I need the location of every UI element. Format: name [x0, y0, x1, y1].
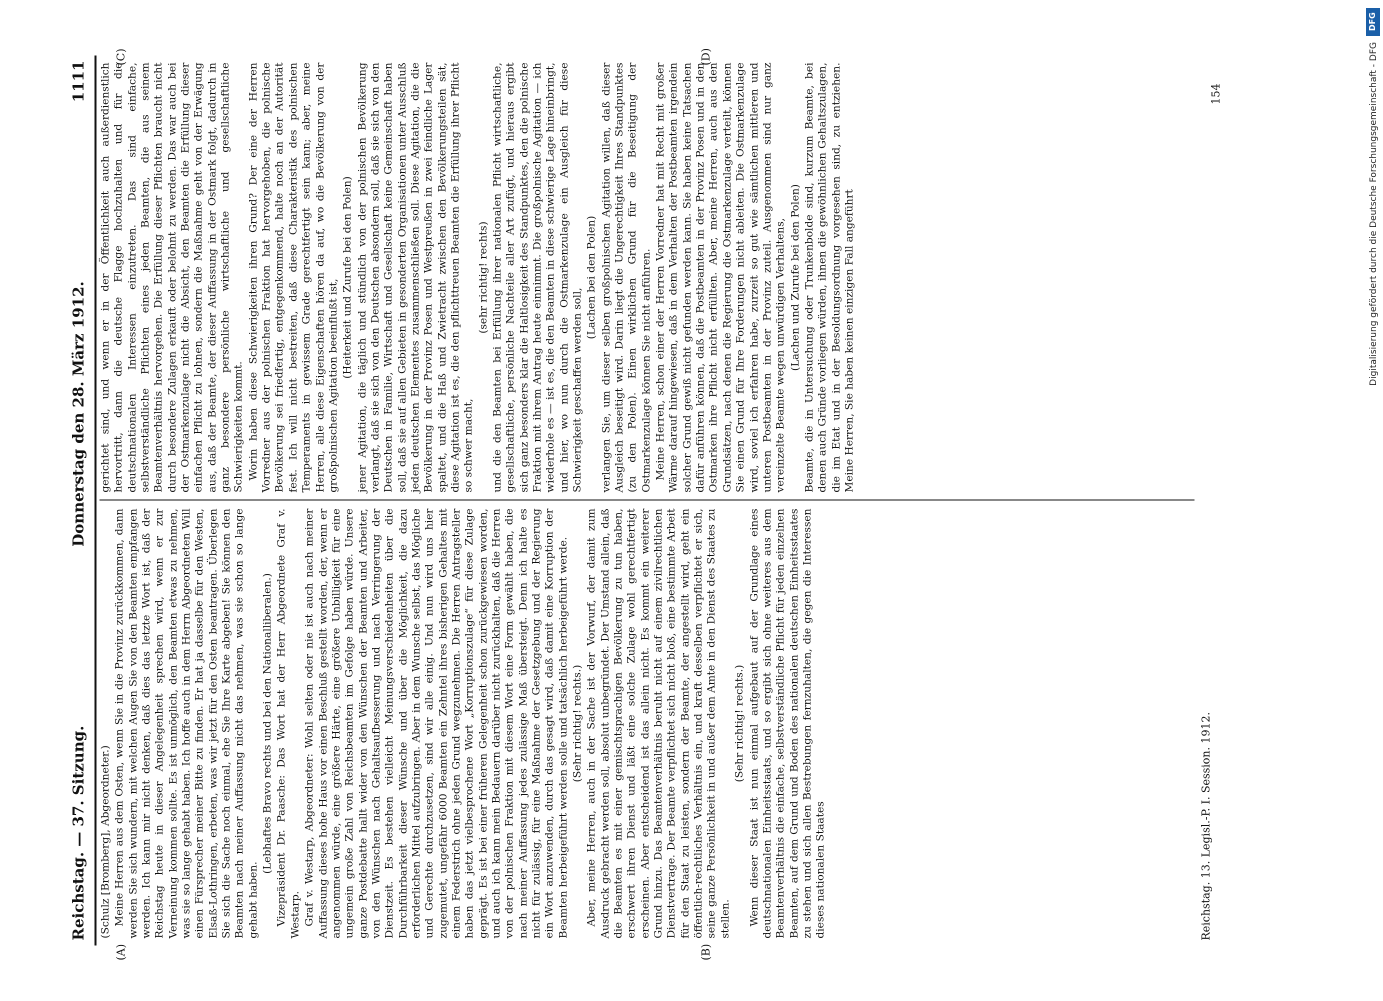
rotated-page-content	[0, 1, 1383, 1001]
digitization-credit: Digitalisierung gefördert durch die Deutsche Forschungsgemeinschaft - DFG	[1369, 42, 1379, 386]
right-paragraph: Meine Herren, schon einer der Herren Vorredner hat mit Recht mit großer Wärme darauf hingewiesen, daß in dem Verhalten der Postbeamten irgendein solcher Grund gewiß nicht gefunden werden kann. Sie haben keine Tatsachen dafür anführen können, daß die Postbeamten in der Provinz Posen und in den Ostmarken ihre Pflicht nicht erfüllten. Aber, meine Herren, auch aus den Grundsätzen, nach denen die Regierung die Ostmarkenzulage verteilt, können Sie einen Grund für Ihre Forderungen nicht ableiten. Die Ostmarkenzulage wird, soviel ich erfahren habe, zurzeit so gut wie sämtlichen mittleren und unteren Postbeamten in der Provinz zuteil. Ausgenommen sind nur ganz vereinzelte Beamte wegen unwürdigen Verhaltens,	[654, 62, 787, 493]
header-left: Reichstag. — 37. Sitzung.	[69, 725, 88, 941]
footer-sheet-number: 154	[1209, 83, 1223, 105]
margin-mark-d: (D)	[699, 48, 713, 66]
right-interjection: (sehr richtig! rechts)	[477, 221, 490, 334]
left-interjection: (Sehr richtig! rechts.)	[571, 664, 584, 783]
left-paragraph: Vizepräsident Dr. Paasche: Das Wort hat der Herr Abgeordnete Graf v. Westarp.	[275, 508, 302, 939]
header-date: Donnerstag den 28. März 1912.	[69, 281, 88, 547]
right-interjection: (Lachen bei den Polen)	[585, 215, 598, 340]
left-paragraph: Graf v. Westarp, Abgeordneter: Wohl selten oder nie ist auch nach meiner Auffassung dieses hohe Haus vor einen Beschluß gestellt worden, der, wenn er angenommen würde, eine größere Härte, eine größere Unbilligkeit für eine ungemein große Zahl von Reichsbeamten im Gefolge haben würde. Unsere ganze Postdebatte hallt wider von den Wünschen der Beamten und Arbeiter, von den Wünschen nach Gehaltsaufbesserung und nach Verringerung der Dienstzeit. Es bestehen vielleicht Meinungsverschiedenheiten über die Durchführbarkeit dieser Wünsche und über die Möglichkeit, die dazu erforderlichen Mittel aufzubringen. Aber in dem Wunsche selbst, das Mögliche und Gerechte durchzusetzen, sind wir alle einig. Und nun wird uns hier zugemutet, ungefähr 6000 Beamten ein Zehntel ihres bisherigen Gehaltes mit einem Federstrich ohne jeden Grund wegzunehmen. Die Herren Antragsteller haben das jetzt vielbesprochene Wort „Korruptionszulage“ für diese Zulage geprägt. Es ist bei einer früheren Gelegenheit schon zurückgewiesen worden, und auch ich kann mein Bedauern darüber nicht zurückhalten, daß die Herren von der polnischen Fraktion mit diesem Wort eine Form gewählt haben, die nach meiner Auffassung jedes zulässige Maß übersteigt. Denn ich halte es nicht für zulässig, für eine Maßnahme der Gesetzgebung und der Regierung ein Wort anzuwenden, durch das gesagt wird, daß damit eine Korruption der Beamten herbeigeführt werden solle und tatsächlich herbeigeführt werde.	[303, 508, 570, 939]
page-header	[70, 61, 94, 941]
margin-mark-b: (B)	[699, 943, 713, 961]
left-text-column	[100, 509, 830, 939]
right-paragraph: jener Agitation, die täglich und stündlich von der polnischen Bevölkerung verlangt, daß sie sich von den Deutschen absondern soll, daß sie sich von den Deutschen in Familie, Wirtschaft und Gesellschaft keine Gemeinschaft haben soll, daß sie auf allen Gebieten in gesonderten Organisationen unter Ausschluß jeden deutschen Elementes zusammenschließen soll. Diese Agitation, die die Bevölkerung in der Provinz Posen und Westpreußen in zwei feindliche Lager spaltet, und die Haß und Zwietracht zwischen den Bevölkerungsteilen sät, diese Agitation ist es, die den pflichttreuen Beamten die Erfüllung ihrer Pflicht so schwer macht,	[356, 62, 475, 493]
left-interjection: (Sehr richtig! rechts.)	[733, 664, 746, 783]
left-interjection: (Lebhaftes Bravo rechts und bei den Nationalliberalen.)	[261, 573, 274, 874]
left-paragraph: Meine Herren aus dem Osten, wenn Sie in die Provinz zurückkommen, dann werden Sie sich wundern, mit welchen Augen Sie von den Beamten empfangen werden. Ich kann mir nicht denken, daß dies das letzte Wort ist, daß der Reichstag heute in dieser Angelegenheit sprechen wird, wenn er zur Verneinung kommen sollte. Es ist unmöglich, den Beamten etwas zu nehmen, was sie so lange gehabt haben. Ich hoffe auch in dem Herrn Abgeordneten Will einen Fürsprecher meiner Bitte zu finden. Er hat ja dasselbe für den Westen, Elsaß-Lothringen, erbeten, was wir jetzt für den Osten beantragen. Überlegen Sie sich die Sache noch einmal, ehe Sie Ihre Karte abgeben! Sie können den Beamten nach meiner Auffassung nicht das nehmen, was sie schon so lange gehabt haben.	[113, 508, 260, 939]
right-paragraph: Worin haben diese Schwierigkeiten ihren Grund? Der eine der Herren Vorredner aus der polnischen Fraktion hat hervorgehoben, die polnische Bevölkerung sei friedfertig, entgegenkommend, halte noch an der Autorität fest. Ich will nicht bestreiten, daß diese Charakteristik des polnischen Temperaments in gewissem Grade gerechtfertigt sein kann; aber, meine Herren, alle diese Eigenschaften hören da auf, wo die Bevölkerung von der großpolnischen Agitation beeinflußt ist,	[247, 62, 340, 493]
footer-session: Reichstag. 13. Legisl.-P. I. Session. 1912.	[1199, 711, 1213, 941]
right-paragraph: gerichtet sind, und wenn er in der Öffentlichkeit auch außerdienstlich hervortritt, dann die deutsche Flagge hochzuhalten und für die deutschnationalen Interessen einzutreten. Das sind einfache, selbstverständliche Pflichten eines jeden Beamten, die aus seinem Beamtenverhältnis hervorgehen. Die Erfüllung dieser Pflichten braucht nicht durch besondere Zulagen erkauft oder belohnt zu werden. Das war auch bei der Ostmarkenzulage nicht die Absicht, den Beamten die Erfüllung dieser einfachen Pflicht zu lohnen, sondern die Maßnahme geht von der Erwägung aus, daß der Beamte, der dieser Auffassung in der Ostmark folgt, dadurch in ganz besondere persönliche wirtschaftliche und gesellschaftliche Schwierigkeiten kommt.	[99, 62, 245, 493]
right-paragraph: und die den Beamten bei Erfüllung ihrer nationalen Pflicht wirtschaftliche, gesellschaftliche, persönliche Nachteile aller Art zufügt, und hieraus ergibt sich ganz besonders klar die Haltlosigkeit des Standpunktes, den die polnische Fraktion mit ihrem Antrag heute einnimmt. Die großpolnische Agitation — ich wiederhole es — ist es, die den Beamten in diese schwierige Lage hineinbringt, und hier, wo nun durch die Ostmarkenzulage ein Ausgleich für diese Schwierigkeit geschaffen werden soll,	[491, 62, 584, 493]
margin-mark-a: (A)	[114, 943, 128, 961]
right-text-column	[100, 63, 858, 493]
right-interjection: (Lachen und Zurufe bei den Polen)	[789, 184, 802, 371]
left-paragraph: Aber, meine Herren, auch in der Sache ist der Vorwurf, der damit zum Ausdruck gebracht werden soll, absolut unbegründet. Der Umstand allein, daß die Beamten es mit einer gemischtsprachigen Bevölkerung zu tun haben, erschwert ihren Dienst und läßt eine solche Zulage wohl gerechtfertigt erscheinen. Aber entscheidend ist das allein nicht. Es kommt ein weiterer Grund hinzu. Das Beamtenverhältnis beruht nicht auf einem zivilrechtlichen Dienstvertrage. Der Beamte verpflichtet sich nicht bloß, eine bestimmte Arbeit für den Staat zu leisten, sondern der Beamte, der angestellt wird, geht ein öffentlich-rechtliches Verhältnis ein, und kraft desselben verpflichtet er sich, seine ganze Persönlichkeit in und außer dem Amte in den Dienst des Staates zu stellen.	[585, 508, 732, 939]
dfg-logo: DFG	[1366, 8, 1380, 36]
right-interjection: (Heiterkeit und Zurufe bei den Polen)	[341, 176, 354, 379]
right-paragraph: verlangen Sie, um dieser selben großpolnischen Agitation willen, daß dieser Ausgleich beseitigt wird. Darin liegt die Ungerechtigkeit Ihres Standpunktes (zu den Polen). Einen wirklichen Grund für die Beseitigung der Ostmarkenzulage können Sie nicht anführen.	[600, 62, 653, 493]
margin-mark-c: (C)	[114, 48, 128, 66]
right-paragraph: Beamte, die in Untersuchung oder Trunkenbolde sind, kurzum Beamte, bei denen auch Gründe vorliegen würden, ihnen die gewöhnlichen Gehaltszulagen, die im Etat und in der Besoldungsordnung vorgesehen sind, zu entziehen. Meine Herren, Sie haben keinen einzigen Fall angeführt	[803, 62, 856, 493]
header-rule	[95, 56, 97, 946]
page-number: 1111	[69, 60, 88, 103]
left-paragraph: (Schulz [Bromberg], Abgeordneter.)	[99, 745, 112, 939]
left-paragraph: Wenn dieser Staat ist nun einmal aufgebaut auf der Grundlage eines deutschnationalen Einheitsstaats, und so ergibt sich ohne weiteres aus dem Beamtenverhältnis die einfache, selbstverständliche Pflicht für jeden einzelnen Beamten, auf dem Grund und Boden des nationalen deutschen Einheitsstaates zu stehen und sich allen Bestrebungen fernzuhalten, die gegen die Interessen dieses nationalen Staates	[748, 508, 827, 939]
document-page	[0, 1, 1383, 1001]
column-divider	[100, 500, 1195, 501]
